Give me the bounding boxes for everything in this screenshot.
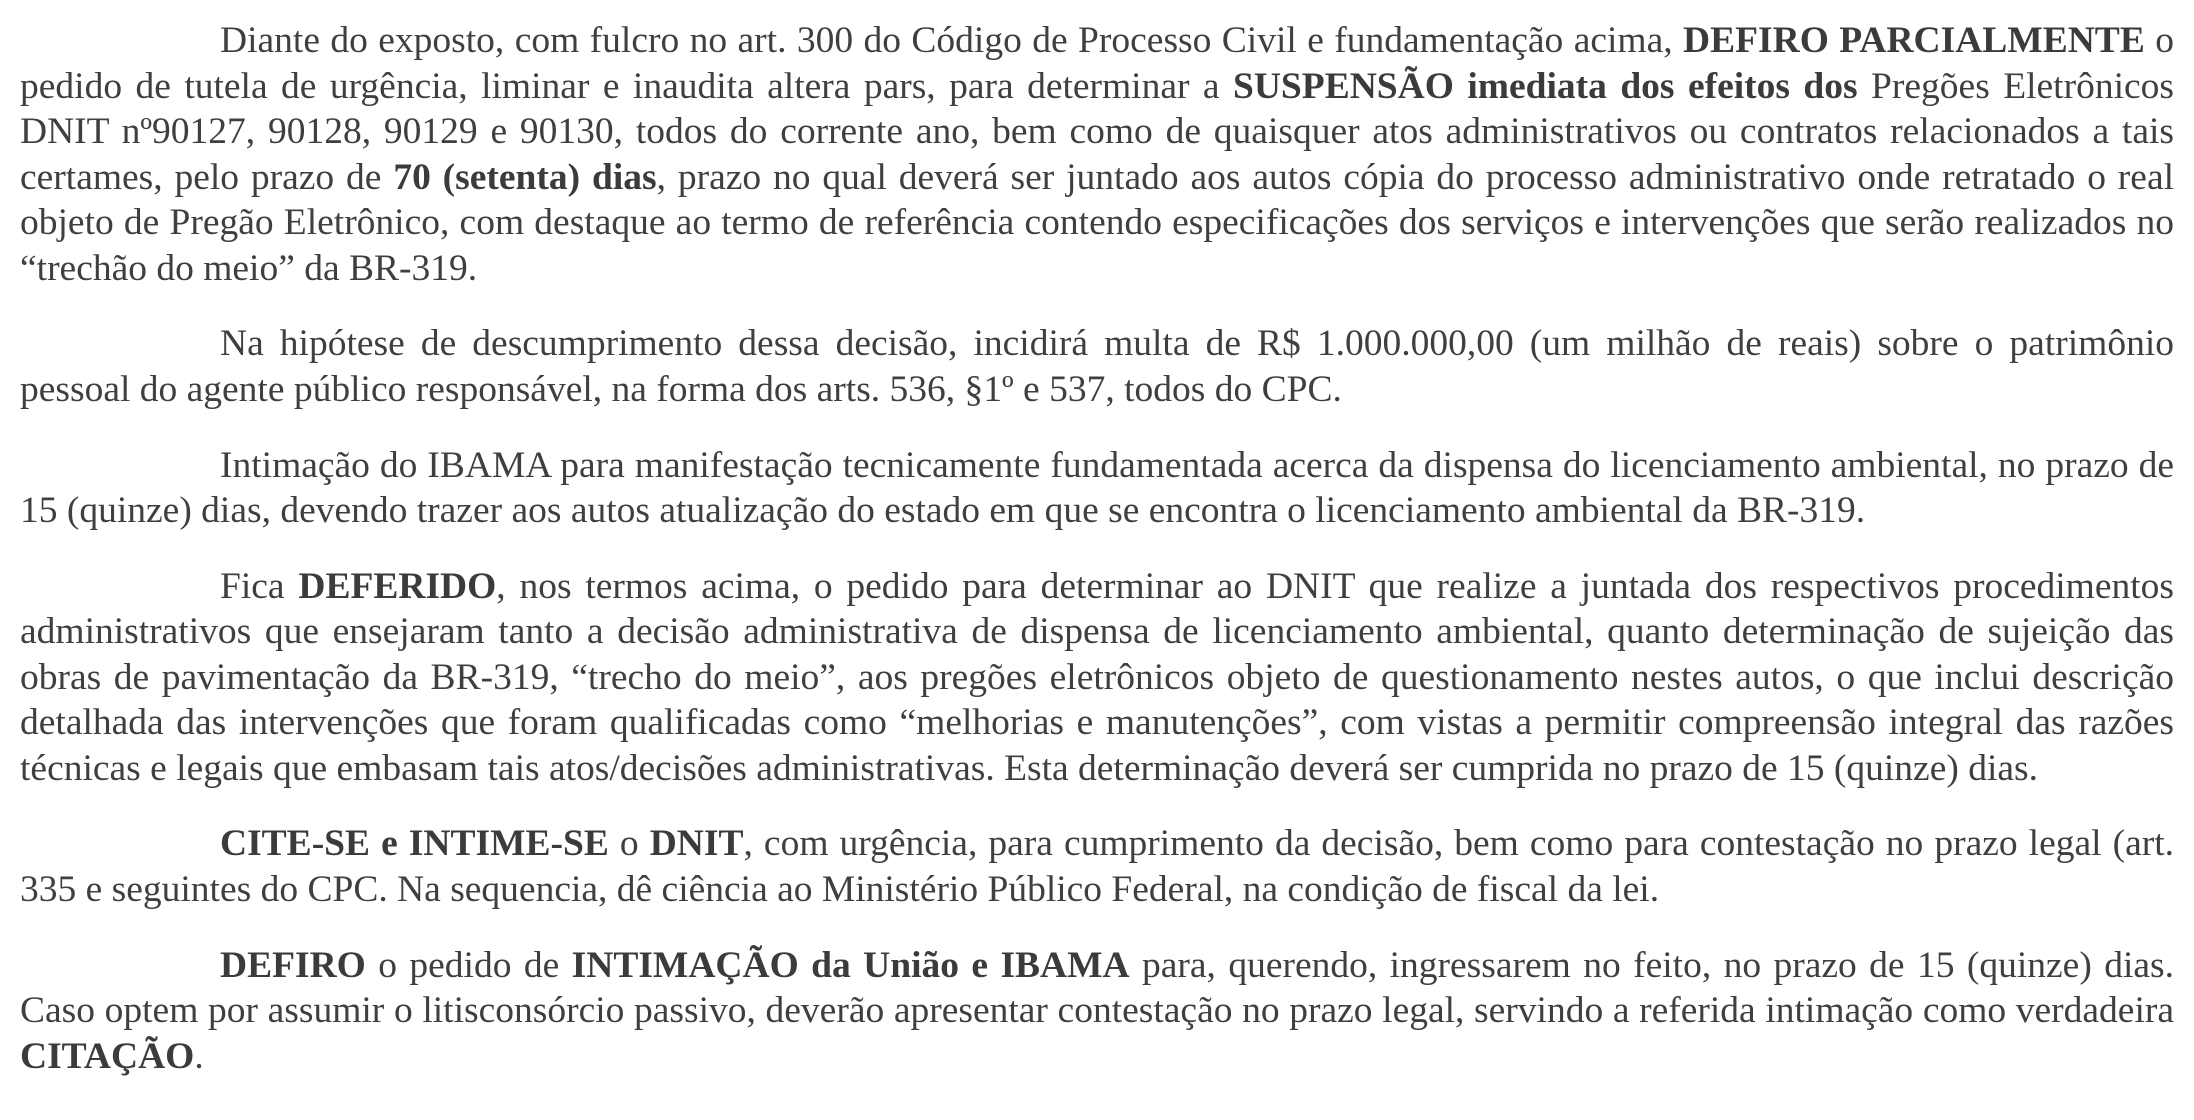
paragraph-p6 <box>20 943 2174 1080</box>
emphasis-run: CITAÇÃO <box>20 1035 195 1077</box>
text-run: , prazo no qual deverá ser juntado aos autos cópia do processo administrativo onde retratado o real objeto de Pregão Eletrônico, com destaque ao termo de referência contendo especificações dos serviços e intervenções que serão realizados no “trechão do meio” da BR-319. <box>20 156 2175 289</box>
emphasis-run: DEFIRO <box>220 944 366 986</box>
paragraph-p3 <box>20 443 2174 534</box>
text-run: Intimação do IBAMA para manifestação tecnicamente fundamentada acerca da dispensa do licenciamento ambiental, no prazo de 15 (quinze) dias, devendo trazer aos autos atualização do estado em que se encontra o licenciamento ambiental da BR-319. <box>20 444 2174 532</box>
emphasis-run: DEFERIDO <box>298 565 497 607</box>
text-run: o pedido de tutela de urgência, liminar e inaudita altera pars, para determinar a <box>20 20 2174 107</box>
emphasis-run: INTIMAÇÃO da União e IBAMA <box>571 944 1130 986</box>
paragraph-p1 <box>20 18 2174 291</box>
text-run: , nos termos acima, o pedido para determinar ao DNIT que realize a juntada dos respectivos procedimentos administrativos que ensejaram tanto a decisão administrativa de dispensa de licenciamento ambiental, quanto determinação de sujeição das obras de pavimentação da BR-319, “trecho do meio”, aos pregões eletrônicos objeto de questionamento nestes autos, o que inclui descrição detalhada das intervenções que foram qualificadas como “melhorias e manutenções”, com vistas a permitir compreensão integral das razões técnicas e legais que embasam tais atos/decisões administrativas. Esta determinação deverá ser cumprida no prazo de 15 (quinze) dias. <box>20 565 2174 789</box>
text-run: , com urgência, para cumprimento da decisão, bem como para contestação no prazo legal (art. 335 e seguintes do CPC. Na sequencia, dê ciência ao Ministério Público Federal, na condição de fiscal da lei. <box>20 823 2175 910</box>
text-run: Diante do exposto, com fulcro no art. 300 do Código de Processo Civil e fundamentação acima, <box>220 20 1684 61</box>
paragraph-p4 <box>20 564 2174 792</box>
text-run: o <box>608 823 650 865</box>
text-run: Fica <box>220 565 299 607</box>
document-body <box>20 18 2174 1079</box>
text-run: . <box>194 1035 204 1077</box>
text-run: o pedido de <box>365 944 572 986</box>
paragraph-p5 <box>20 821 2174 912</box>
emphasis-run: DEFIRO PARCIALMENTE <box>1683 20 2145 61</box>
text-run: Na hipótese de descumprimento dessa decisão, incidirá multa de R$ 1.000.000,00 (um milhão de reais) sobre o patrimônio pessoal do agente público responsável, na forma dos arts. 536, §1º e 537, todos do CPC. <box>20 323 2174 410</box>
emphasis-run: DNIT <box>649 823 744 865</box>
text-run: para, querendo, ingressarem no feito, no prazo de 15 (quinze) dias. Caso optem por assumir o litisconsórcio passivo, deverão apresentar contestação no prazo legal, servindo a referida intimação como verdadeira <box>20 944 2174 1032</box>
paragraph-p2 <box>20 321 2174 412</box>
emphasis-run: 70 (setenta) dias <box>393 156 657 198</box>
text-run: Pregões Eletrônicos DNIT nº90127, 90128, 90129 e 90130, todos do corrente ano, bem como de quaisquer atos administrativos ou contratos relacionados a tais certames, pelo prazo de <box>20 65 2174 198</box>
emphasis-run: CITE-SE e INTIME-SE <box>220 823 609 865</box>
emphasis-run: SUSPENSÃO imediata dos efeitos dos <box>1233 65 1858 107</box>
